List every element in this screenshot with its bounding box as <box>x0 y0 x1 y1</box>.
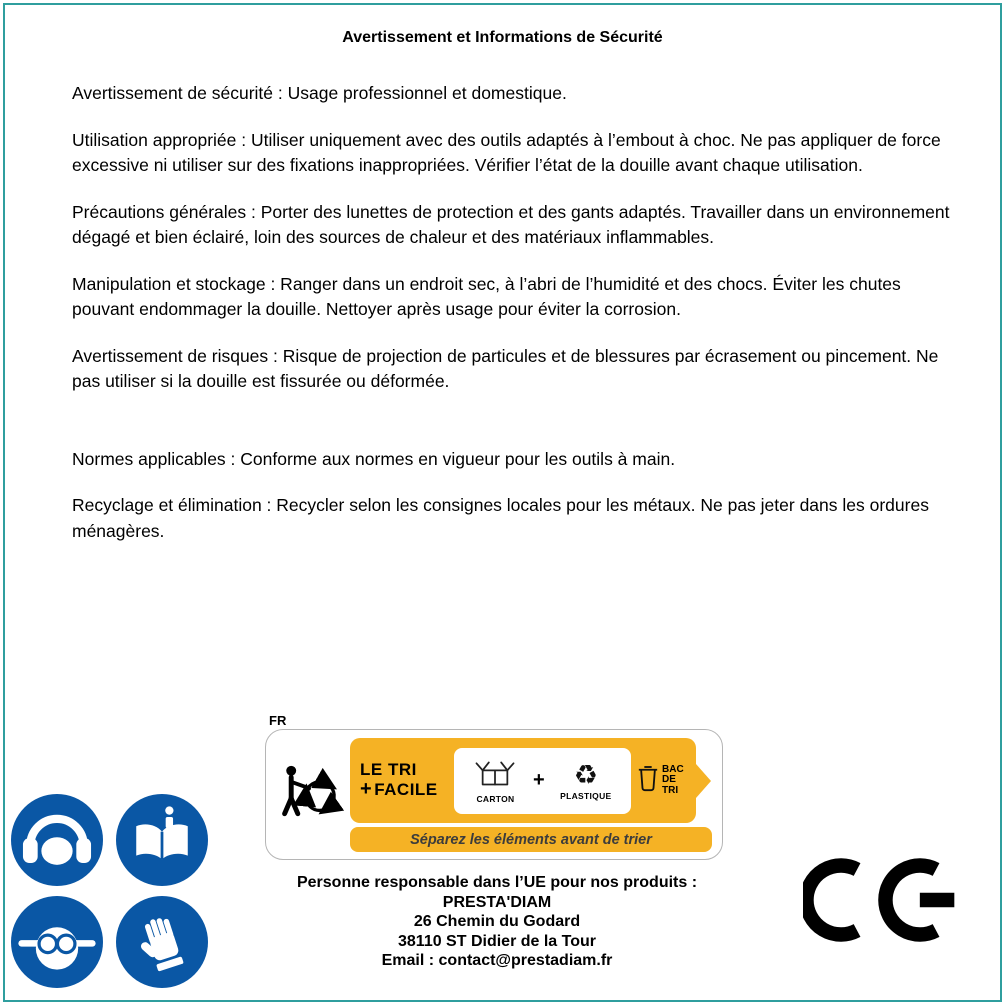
country-code-label: FR <box>269 713 287 728</box>
triman-logo-icon <box>272 738 350 852</box>
sorting-bin-section <box>637 762 694 799</box>
safety-text-block <box>72 81 950 565</box>
mandatory-safety-pictograms <box>11 794 208 988</box>
facile-text: FACILE <box>374 779 438 799</box>
materials-panel <box>454 748 631 814</box>
plus-sign: + <box>360 777 373 800</box>
tri-band <box>350 738 696 823</box>
read-instruction-manual-icon <box>116 794 208 886</box>
wear-protective-gloves-icon <box>116 896 208 988</box>
wear-eye-protection-icon <box>11 896 103 988</box>
page-title: Avertissement et Informations de Sécurité <box>342 29 663 46</box>
material-carton <box>473 758 517 804</box>
plus-separator: + <box>532 769 545 791</box>
le-tri-text: LE TRI <box>360 760 417 780</box>
paragraph-handling-storage: Manipulation et stockage : Ranger dans un endroit sec, à l’abri de l’humidité et des chocs. Éviter les chutes pouvant endommager la douille. Nettoyer après usage pour éviter la corrosion. <box>72 273 901 319</box>
sorting-tagline: Séparez les éléments avant de trier <box>350 827 712 852</box>
paragraph-recycling: Recyclage et élimination : Recycler selon les consignes locales pour les métaux. Ne pas jeter dans les ordures ménagères. <box>72 495 929 541</box>
plastique-label: PLASTIQUE <box>560 791 612 801</box>
info-tri-band <box>350 738 712 852</box>
carton-box-icon <box>473 758 517 793</box>
paragraph-general-precautions: Précautions générales : Porter des lunettes de protection et des gants adaptés. Travailler dans un environnement dégagé et bien éclairé, loin des sources de chaleur et des matériaux inflammables. <box>72 201 950 247</box>
paragraph-risk-warning: Avertissement de risques : Risque de projection de particules et de blessures par écrasement ou pincement. Ne pas utiliser si la douille est fissurée ou déformée. <box>72 345 939 391</box>
sorting-info-label <box>265 729 723 860</box>
address-line-1: 26 Chemin du Godard <box>413 913 581 930</box>
company-name: PRESTA'DIAM <box>442 893 552 911</box>
address-line-2: 38110 ST Didier de la Tour <box>398 932 596 950</box>
plastic-recycling-icon: ♻ <box>573 760 598 790</box>
ce-mark-icon <box>803 853 961 952</box>
responsible-intro: Personne responsable dans l’UE pour nos produits : <box>296 874 698 891</box>
responsible-party-block <box>237 873 757 971</box>
le-tri-facile-logo <box>360 761 448 800</box>
wear-ear-protection-icon <box>11 794 103 886</box>
contact-email: Email : contact@prestadiam.fr <box>381 952 613 969</box>
material-plastique <box>560 760 611 801</box>
trash-bin-icon <box>637 762 659 799</box>
paragraph-proper-use: Utilisation appropriée : Utiliser uniquement avec des outils adaptés à l’embout à choc. Ne pas appliquer de force excessive ni utiliser sur des fixations inappropriées. Vérifier l’état de la douille avant chaque utilisation. <box>72 129 941 175</box>
carton-label: CARTON <box>476 793 515 804</box>
bac-de-tri-label: BAC DE TRI <box>662 763 684 796</box>
paragraph-standards: Normes applicables : Conforme aux normes en vigueur pour les outils à main. <box>72 448 676 469</box>
safety-information-sheet <box>3 3 1002 1002</box>
paragraph-safety-warning: Avertissement de sécurité : Usage professionnel et domestique. <box>72 83 567 103</box>
